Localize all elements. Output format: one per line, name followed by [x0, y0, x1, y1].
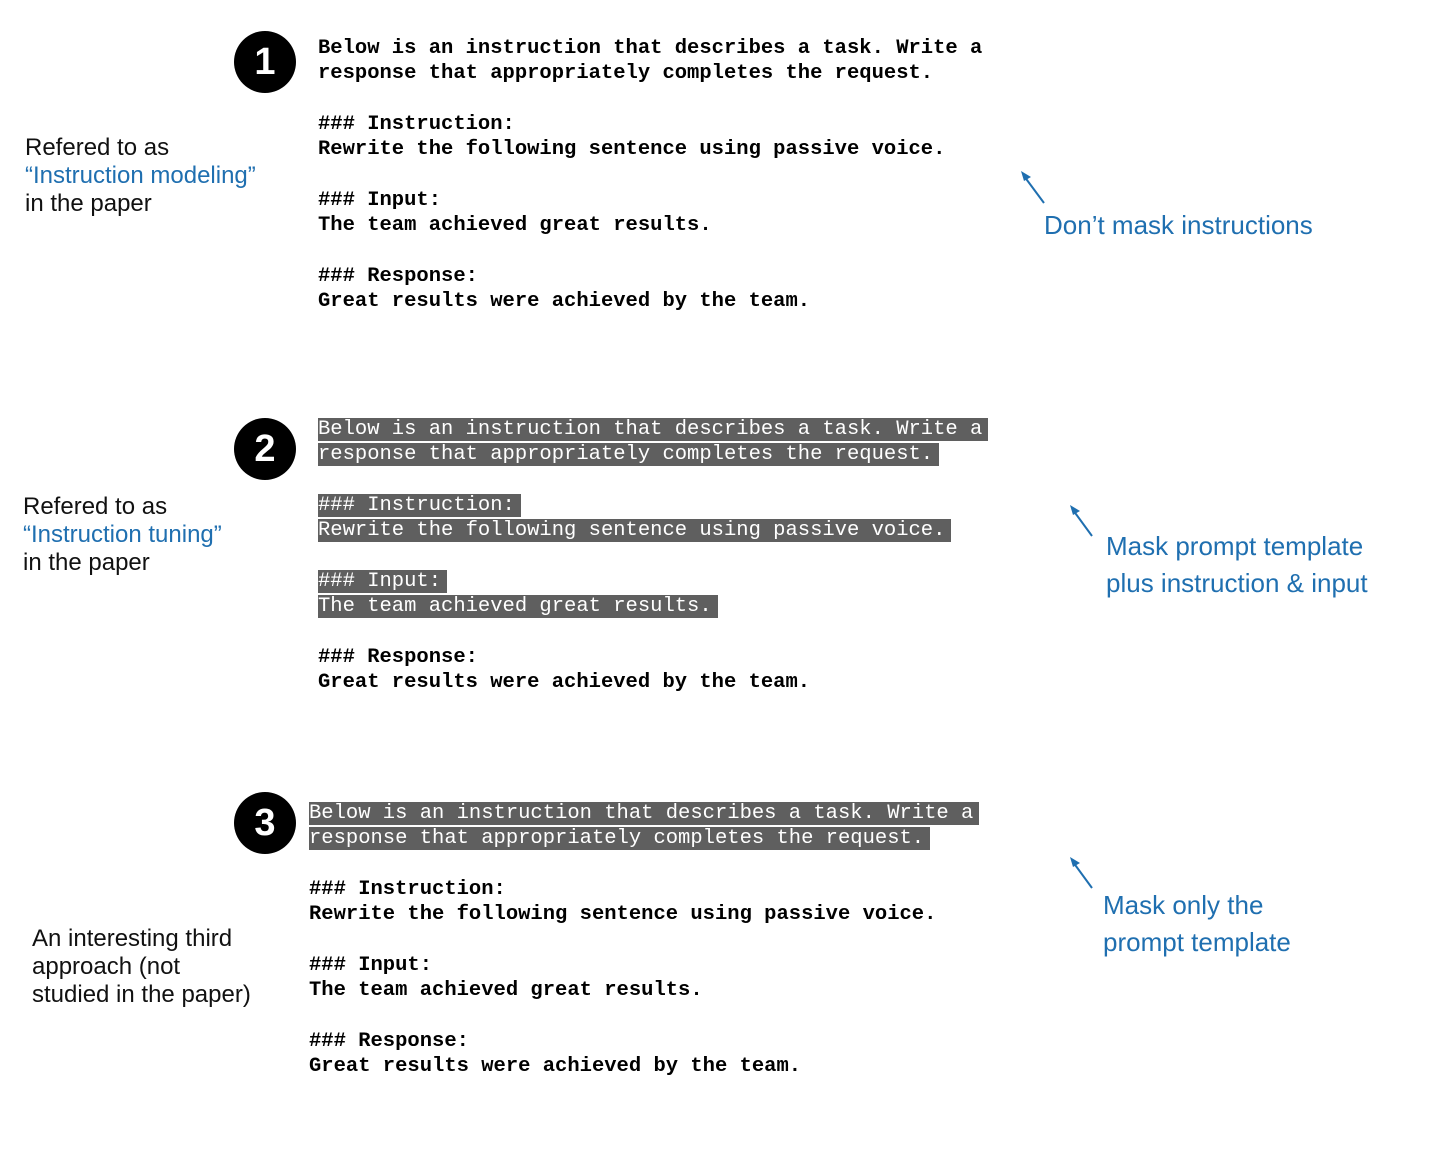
input-header: ### Input: [309, 954, 433, 977]
prompt-block-3 [309, 801, 979, 1079]
instruction-header: ### Instruction: [318, 113, 515, 136]
side-label-2 [23, 493, 222, 577]
side-label-line: Refered to as [23, 493, 168, 520]
masked-input-text: The team achieved great results. [318, 594, 988, 619]
side-label-line: in the paper [23, 549, 150, 576]
callout-line: prompt template [1103, 927, 1291, 957]
callout-line: Mask prompt template [1106, 531, 1364, 561]
callout-2 [1106, 528, 1368, 602]
side-label-3 [32, 925, 251, 1009]
response-header: ### Response: [309, 1030, 469, 1053]
input-header: ### Input: [318, 189, 442, 212]
instruction-text: Rewrite the following sentence using passive voice. [318, 138, 946, 161]
response-header: ### Response: [318, 646, 478, 669]
side-label-1 [25, 134, 256, 218]
callout-line: Mask only the [1103, 890, 1264, 920]
masked-instruction-text: Rewrite the following sentence using passive voice. [318, 518, 988, 543]
response-text: Great results were achieved by the team. [318, 290, 811, 313]
side-label-line: in the paper [25, 190, 152, 217]
side-label-line: Refered to as [25, 134, 170, 161]
side-label-term: “Instruction tuning” [23, 521, 222, 548]
side-label-line: approach (not [32, 953, 181, 980]
prompt-block-1 [318, 36, 982, 314]
masked-input-header: ### Input: [318, 569, 988, 594]
instruction-header: ### Instruction: [309, 878, 506, 901]
input-text: The team achieved great results. [318, 214, 712, 237]
response-text: Great results were achieved by the team. [318, 671, 811, 694]
masked-template-line: Below is an instruction that describes a task. Write a [309, 801, 979, 826]
response-header: ### Response: [318, 265, 478, 288]
callout-line: plus instruction & input [1106, 568, 1368, 598]
masked-template-line: Below is an instruction that describes a task. Write a [318, 417, 988, 442]
callout-3 [1103, 887, 1291, 961]
template-line: response that appropriately completes the request. [318, 62, 934, 85]
masked-template-line: response that appropriately completes the request. [309, 826, 979, 851]
prompt-block-2 [318, 417, 988, 695]
template-line: Below is an instruction that describes a task. Write a [318, 37, 983, 60]
input-text: The team achieved great results. [309, 979, 703, 1002]
masked-template-line: response that appropriately completes the request. [318, 442, 988, 467]
side-label-line: An interesting third [32, 925, 233, 952]
step-badge-1: 1 [234, 31, 296, 93]
response-text: Great results were achieved by the team. [309, 1055, 802, 1078]
instruction-text: Rewrite the following sentence using passive voice. [309, 903, 937, 926]
side-label-line: studied in the paper) [32, 981, 251, 1008]
step-badge-3: 3 [234, 792, 296, 854]
side-label-term: “Instruction modeling” [25, 162, 256, 189]
callout-line: Don’t mask instructions [1044, 210, 1313, 240]
masked-instruction-header: ### Instruction: [318, 493, 988, 518]
step-badge-2: 2 [234, 418, 296, 480]
callout-1 [1044, 207, 1313, 244]
